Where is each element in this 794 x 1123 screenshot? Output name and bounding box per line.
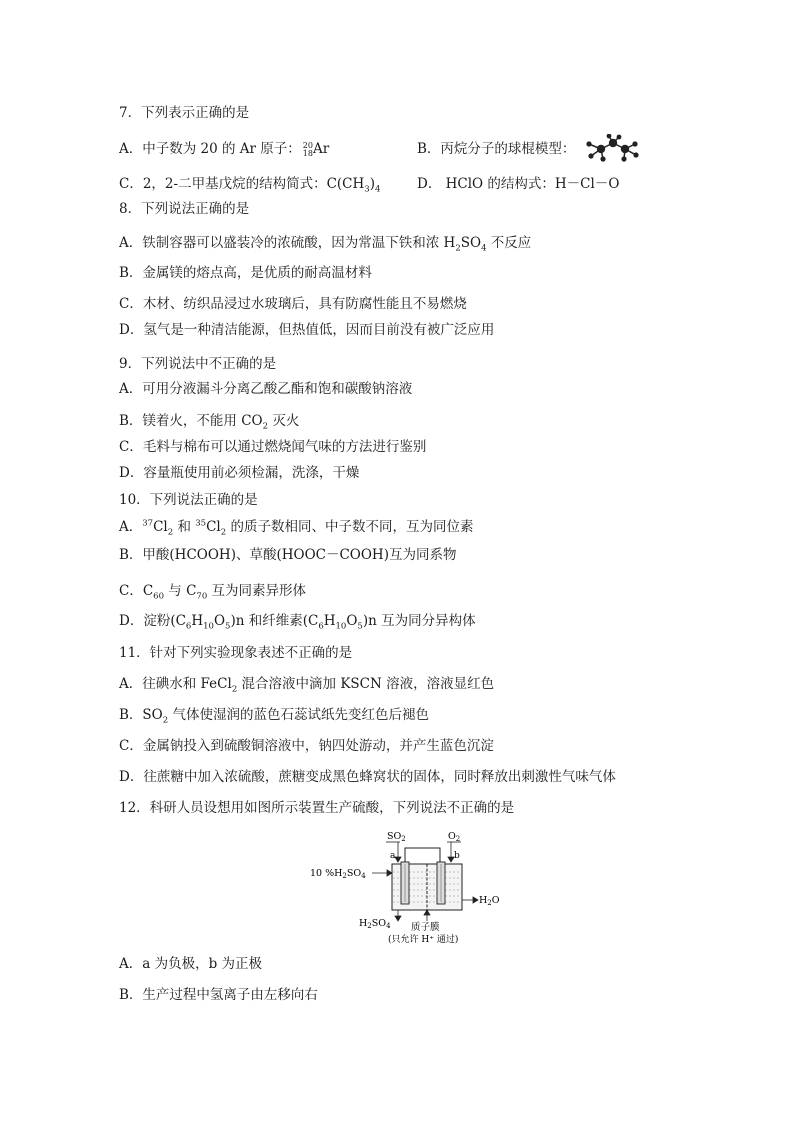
q11-option-b <box>119 706 429 724</box>
option-letter: A． <box>119 519 143 535</box>
q10-option-c-tail: 互为同素异形体 <box>207 583 307 599</box>
formula-part: O <box>213 613 226 629</box>
q11-option-b-tail: 气体使湿润的蓝色石蕊试纸先变红色后褪色 <box>168 707 429 723</box>
q10-stem: 10．下列说法正确的是 <box>119 492 258 508</box>
subscript: 3 <box>364 184 370 195</box>
formula-part: C．C <box>119 583 154 599</box>
subscript: 5 <box>357 621 363 632</box>
q8-stem: 8．下列说法正确的是 <box>119 201 250 217</box>
q9-stem: 9．下列说法中不正确的是 <box>119 356 277 372</box>
q10-option-a <box>119 518 473 536</box>
q11-option-d: D．往蔗糖中加入浓硫酸，蔗糖变成黑色蜂窝状的固体，同时释放出刺激性气味气体 <box>119 769 616 785</box>
q7-option-b-text: B．丙烷分子的球棍模型： <box>417 141 576 157</box>
subscript: 6 <box>185 621 192 632</box>
q12-stem: 12．科研人员设想用如图所示装置生产硫酸，下列说法不正确的是 <box>119 800 515 816</box>
q9-option-d: D．容量瓶使用前必须检漏，洗涤，干燥 <box>119 465 360 481</box>
formula-part: 和 <box>173 519 196 535</box>
propane-ball-stick-model <box>579 134 643 162</box>
formula-part: H <box>323 613 336 629</box>
q12-option-b: B．生产过程中氢离子由左移向右 <box>119 987 318 1003</box>
q11-option-a-tail: 混合溶液中滴加 KSCN 溶液，溶液显红色 <box>237 676 495 692</box>
superscript: 37 <box>142 518 154 529</box>
subscript: 6 <box>318 621 324 632</box>
isotope-notation <box>303 142 313 158</box>
q8-option-b: B．金属镁的熔点高，是优质的耐高温材料 <box>119 265 372 281</box>
q9-option-b-text: B．镁着火，不能用 CO <box>119 413 263 429</box>
element-symbol: Ar <box>312 141 330 157</box>
q11-option-a-text: A．往碘水和 FeCl <box>119 676 232 692</box>
subscript: 2 <box>455 243 461 254</box>
subscript: 4 <box>374 184 381 195</box>
subscript: 70 <box>196 591 208 602</box>
o2-label: $O_2$ <box>448 831 461 843</box>
subscript: 2 <box>231 684 238 695</box>
outlet-acid-label: $H_2SO_4$ <box>359 918 391 930</box>
q9-option-c: C．毛料与棉布可以通过燃烧闻气味的方法进行鉴别 <box>119 439 427 455</box>
subscript: 2 <box>220 527 227 538</box>
q12-option-a: A．a 为负极，b 为正极 <box>119 956 263 972</box>
q11-option-b-text: B．SO <box>119 707 163 723</box>
paren: ) <box>369 176 375 192</box>
formula-part: O <box>346 613 358 629</box>
q7-stem: 7．下列表示正确的是 <box>119 105 250 121</box>
q7-option-c <box>119 175 380 193</box>
q8-option-c: C．木材、纺织品浸过水玻璃后，具有防腐性能且不易燃烧 <box>119 296 467 312</box>
q10-option-d-tail: )n 互为同分异构体 <box>362 613 476 629</box>
q9-option-b <box>119 412 299 430</box>
q7-option-a-text: A．中子数为 20 的 Ar 原子： <box>119 141 301 157</box>
formula-part: D．淀粉(C <box>119 613 186 629</box>
q7-option-c-text: C．2，2-二甲基戊烷的结构简式：C(CH <box>119 176 365 192</box>
q8-option-d: D．氢气是一种清洁能源，但热值低，因而目前没有被广泛应用 <box>119 322 495 338</box>
q8-option-a-text: A．铁制容器可以盛装冷的浓硫酸，因为常温下铁和浓 H <box>119 235 456 251</box>
q11-option-c: C．金属钠投入到硫酸铜溶液中，钠四处游动，并产生蓝色沉淀 <box>119 738 494 754</box>
electrolysis-apparatus-diagram <box>300 826 500 946</box>
subscript: 4 <box>481 243 487 254</box>
formula-part: 与 C <box>164 583 197 599</box>
subscript: 2 <box>162 715 169 726</box>
membrane-note: (只允许 H⁺ 通过) <box>388 935 459 945</box>
q10-option-d <box>119 612 476 630</box>
mass-number: 20 <box>302 140 313 150</box>
q7-option-d: D． HClO 的结构式：H－Cl－O <box>417 176 620 192</box>
subscript: 2 <box>167 527 174 538</box>
subscript: 10 <box>203 621 214 632</box>
q11-stem: 11．针对下列实验现象表述不正确的是 <box>119 645 353 661</box>
electrode-b-label: b <box>454 851 460 861</box>
superscript: 35 <box>195 518 207 529</box>
outlet-water-label: $H_2O$ <box>479 895 500 907</box>
subscript: 10 <box>335 621 347 632</box>
q8-option-a-tail: 不反应 <box>486 235 532 251</box>
so2-label: $SO_2$ <box>387 831 406 843</box>
q10-option-b: B．甲酸(HCOOH)、草酸(HOOC－COOH)互为同系物 <box>119 547 457 563</box>
q7-option-b <box>417 140 575 158</box>
q7-option-a <box>119 140 329 158</box>
q11-option-a <box>119 675 494 693</box>
formula-part: )n 和纤维素(C <box>230 613 319 629</box>
q10-option-a-tail: 的质子数相同、中子数不同，互为同位素 <box>226 519 474 535</box>
subscript: 60 <box>153 591 164 602</box>
formula-part: SO <box>460 235 482 251</box>
subscript: 2 <box>262 421 269 432</box>
formula-part: Cl <box>153 519 168 535</box>
atomic-number: 18 <box>302 148 313 158</box>
formula-part: Cl <box>206 519 221 535</box>
electrode-a-label: a <box>390 851 396 861</box>
q8-option-a <box>119 234 531 252</box>
subscript: 5 <box>225 621 231 632</box>
q10-option-c <box>119 582 306 600</box>
inlet-label: 10 $\%H_2SO_4$ <box>310 868 366 880</box>
q9-option-a: A．可用分液漏斗分离乙酸乙酯和饱和碳酸钠溶液 <box>119 381 413 397</box>
membrane-label: 质子膜 <box>411 922 440 933</box>
formula-part: H <box>191 613 204 629</box>
q9-option-b-tail: 灭火 <box>268 413 300 429</box>
